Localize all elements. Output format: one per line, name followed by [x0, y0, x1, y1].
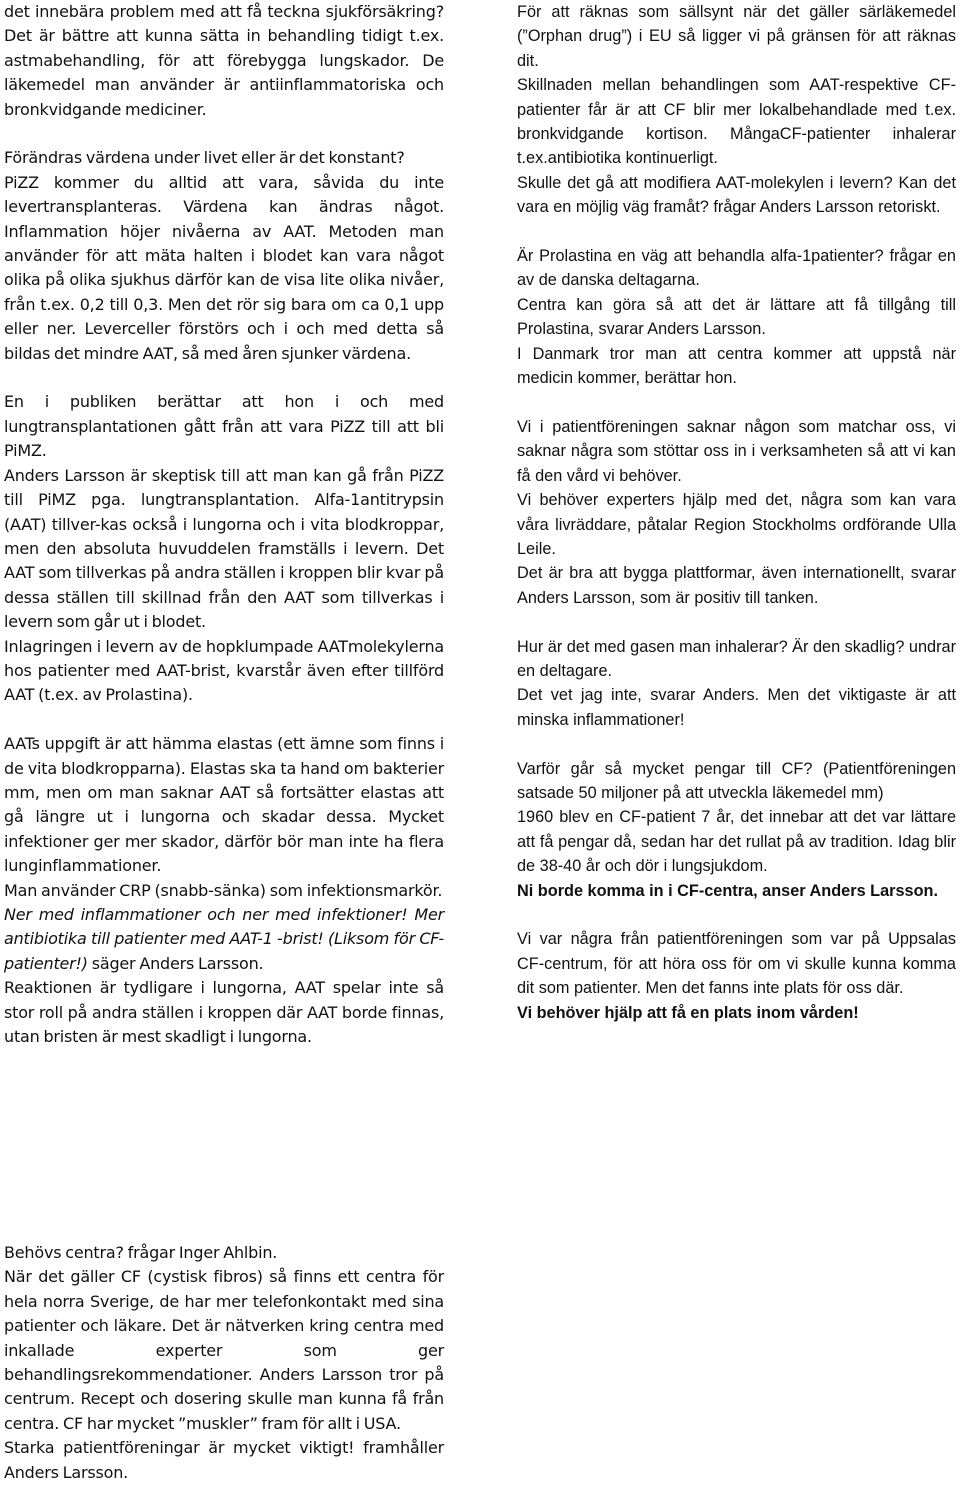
left-column: [4, 0, 444, 1049]
bold-statement: Vi behöver hjälp att få en plats inom vården!: [517, 1003, 859, 1022]
paragraph: Vi var några från patientföreningen som var på Uppsalas CF-centrum, för att höra oss för om vi skulle kunna komma dit som patienter. Men det fanns inte plats för oss där.: [517, 930, 956, 998]
paragraph: Inlagringen i levern av de hopklumpade AATmolekylerna hos patienter med AAT-brist, kvarstår även efter tillförd AAT (t.ex. av Prolastina).: [4, 636, 444, 705]
paragraph-question: Förändras värdena under livet eller är det konstant?: [4, 148, 405, 168]
right-column: [517, 0, 956, 1025]
paragraph: Vi behöver experters hjälp med det, några som kan vara våra livräddare, påtalar Region Stockholms ordförande Ulla Leile.: [517, 491, 956, 558]
paragraph: Starka patientföreningar är mycket viktigt! framhåller Anders Larsson.: [4, 1438, 444, 1482]
paragraph-question: Varför går så mycket pengar till CF? (Patientföreningen satsade 50 miljoner på att utveckla läkemedel mm): [517, 759, 956, 802]
paragraph: Skulle det gå att modifiera AAT-molekylen i levern? Kan det vara en möjlig väg framåt? frågar Anders Larsson retoriskt.: [517, 173, 956, 217]
paragraph: 1960 blev en CF-patient 7 år, det innebar att det var lättare att få pengar då, sedan har det rullat på av tradition. Idag blir de 38-40 år och dör i lungsjukdom.: [517, 808, 956, 876]
paragraph: det innebära problem med att få teckna sjukförsäkring? Det är bättre att kunna sätta in behandling tidigt t.ex. astmabehandling, för att förebygga lungskador. De läkemedel man använder är antiinflammatoriska och bronkvidgande mediciner.: [4, 2, 444, 119]
paragraph-question: Behövs centra? frågar Inger Ahlbin.: [4, 1243, 278, 1262]
italic-quote: Ner med inflammationer och ner med infektioner! Mer antibiotika till patienter med AAT-1 -brist! (Liksom för CF-patienter!): [4, 904, 444, 973]
bottom-left-block: [4, 1241, 444, 1485]
paragraph: För att räknas som sällsynt när det gäller särläkemedel (”Orphan drug”) i EU så ligger vi på gränsen för att räknas dit.: [517, 3, 956, 70]
paragraph: Det vet jag inte, svarar Anders. Men det viktigaste är att minska inflammationer!: [517, 686, 956, 729]
paragraph: Anders Larsson är skeptisk till att man kan gå från PiZZ till PiMZ pga. lungtransplantation. Alfa-1antitrypsin (AAT) tillver-kas också i lungorna och i vita blodkroppar, men den absoluta huvuddelen framställs i levern. Det AAT som tillverkas på andra ställen i kroppen blir kvar på dessa ställen till skillnad från den AAT som tillverkas i levern som går ut i blodet.: [4, 465, 444, 632]
paragraph: PiZZ kommer du alltid att vara, såvida du inte levertransplanteras. Värdena kan ändras något. Inflammation höjer nivåerna av AAT. Metoden man använder för att mäta halten i blodet kan vara något olika på olika sjukhus därför kan de visa lite olika nivåer, från t.ex. 0,2 till 0,3. Men det rör sig bara om ca 0,1 upp eller ner. Leverceller förstörs och i och med detta så bildas det mindre AAT, så med åren sjunker värdena.: [4, 172, 444, 363]
paragraph: Man använder CRP (snabb-sänka) som infektionsmarkör.: [4, 880, 443, 900]
paragraph-quote: [4, 903, 444, 976]
paragraph: Centra kan göra så att det är lättare att få tillgång till Prolastina, svarar Anders Larsson.: [517, 295, 956, 339]
paragraph: Reaktionen är tydligare i lungorna, AAT spelar inte så stor roll på andra ställen i kroppen där AAT borde finnas, utan bristen är mest skadligt i lungorna.: [4, 978, 444, 1047]
paragraph-question: Är Prolastina en väg att behandla alfa-1patienter? frågar en av de danska deltagarna.: [517, 247, 956, 290]
paragraph: En i publiken berättar att hon i och med lungtransplantationen gått från att vara PiZZ till att bli PiMZ.: [4, 392, 444, 461]
paragraph-question: Hur är det med gasen man inhalerar? Är den skadlig? undrar en deltagare.: [517, 637, 956, 680]
paragraph: När det gäller CF (cystisk fibros) så finns ett centra för hela norra Sverige, de har mer telefonkontakt med sina patienter och läkare. Det är nätverken kring centra med inkallade experter som ger behandlingsrekommendationer. Anders Larsson tror på centrum. Recept och dosering skulle man kunna få från centra. CF har mycket ”muskler” fram för allt i USA.: [4, 1267, 444, 1433]
paragraph: Det är bra att bygga plattformar, även internationellt, svarar Anders Larsson, som är positiv till tanken.: [517, 564, 956, 607]
paragraph: Skillnaden mellan behandlingen som AAT-respektive CF-patienter får är att CF blir mer lokalbehandlade med t.ex. bronkvidgande kortison. MångaCF-patienter inhalerar t.ex.antibiotika kontinuerligt.: [517, 76, 956, 168]
paragraph: I Danmark tror man att centra kommer att uppstå när medicin kommer, berättar hon.: [517, 344, 956, 388]
bold-statement: Ni borde komma in i CF-centra, anser Anders Larsson.: [517, 881, 939, 900]
quote-attribution: säger Anders Larsson.: [87, 953, 264, 973]
paragraph: AATs uppgift är att hämma elastas (ett ämne som finns i de vita blodkropparna). Elastas ska ta hand om bakterier mm, men om man saknar AAT så fortsätter elastas att gå längre ut i lungorna och skadar dessa. Mycket infektioner ger mer skador, därför bör man inte ha flera lunginflammationer.: [4, 734, 444, 876]
paragraph: Vi i patientföreningen saknar någon som matchar oss, vi saknar några som stöttar oss in i verksamheten så att vi kan få den vård vi behöver.: [517, 417, 956, 485]
